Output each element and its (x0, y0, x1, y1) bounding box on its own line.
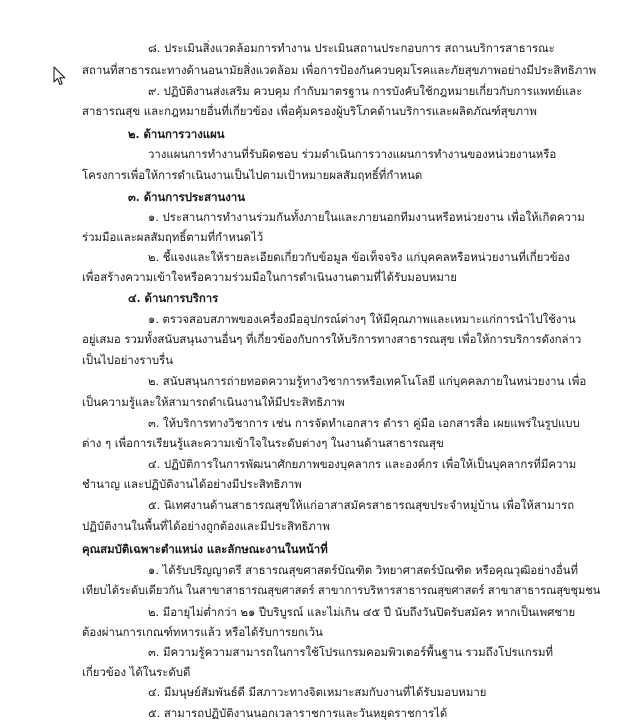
qualification-1-line-1: ๑. ได้รับปริญญาตรี สาธารณสุขศาสตร์บัณฑิต วิทยาศาสตร์บัณฑิต หรือคุณวุฒิอย่างอื่นที่ (148, 562, 579, 577)
item-9-line-2: สาธารณสุข และกฎหมายอื่นที่เกี่ยวข้อง เพื่อคุ้มครองผู้บริโภคด้านบริการและผลิตภัณฑ์สุขภาพ (82, 103, 537, 118)
item-9-line-1: ๙. ปฏิบัติงานส่งเสริม ควบคุม กำกับมาตรฐาน การบังคับใช้กฎหมายเกี่ยวกับการแพทย์และ (148, 84, 583, 99)
qualification-2-line-2: ต้องผ่านการเกณฑ์ทหารแล้ว หรือได้รับการยกเว้น (82, 624, 323, 639)
coordination-item-2-line-1: ๒. ชี้แจงและให้รายละเอียดเกี่ยวกับข้อมูล ข้อเท็จจริง แก่บุคคลหรือหน่วยงานที่เกี่ยวข้อง (148, 249, 570, 264)
qualification-2-line-1: ๒. มีอายุไม่ต่ำกว่า ๒๑ ปีบริบูรณ์ และไม่เกิน ๔๕ ปี นับถึงวันปิดรับสมัคร หากเป็นเพศชาย (148, 604, 576, 619)
qualification-1-line-2: เทียบได้ระดับเดียวกัน ในสาขาสาธารณสุขศาสตร์ สาขาการบริหารสาธารณสุขศาสตร์ สาขาสาธารณสุขชุมชน (82, 583, 601, 598)
service-item-2-line-1: ๒. สนับสนุนการถ่ายทอดความรู้ทางวิชาการหรือเทคโนโลยี แก่บุคคลภายในหน่วยงาน เพื่อ (148, 374, 587, 389)
planning-line-2: โครงการเพื่อให้การดำเนินงานเป็นไปตามเป้าหมายผลสัมฤทธิ์ที่กำหนด (82, 168, 423, 183)
heading-service: ๔. ด้านการบริการ (128, 291, 219, 306)
coordination-item-1-line-1: ๑. ประสานการทำงานร่วมกันทั้งภายในและภายนอกทีมงานหรือหน่วยงาน เพื่อให้เกิดความ (148, 209, 585, 224)
service-item-3-line-2: ต่าง ๆ เพื่อการเรียนรู้และความเข้าใจในระดับต่างๆ ในงานด้านสาธารณสุข (82, 436, 444, 451)
planning-line-1: วางแผนการทำงานที่รับผิดชอบ ร่วมดำเนินการวางแผนการทำงานของหน่วยงานหรือ (148, 146, 557, 161)
service-item-2-line-2: เป็นความรู้และให้สามารถดำเนินงานให้มีประสิทธิภาพ (82, 395, 345, 410)
item-8-line-1: ๘. ประเมินสิ่งแวดล้อมการทำงาน ประเมินสถานประกอบการ สถานบริการสาธารณะ (148, 41, 555, 55)
service-item-4-line-1: ๔. ปฏิบัติการในการพัฒนาศักยภาพของบุคลากร และองค์กร เพื่อให้เป็นบุคลากรที่มีความ (148, 456, 577, 471)
heading-coordination: ๓. ด้านการประสานงาน (128, 189, 246, 204)
qualification-4: ๔. มีมนุษย์สัมพันธ์ดี มีสภาวะทางจิตเหมาะสมกับงานที่ได้รับมอบหมาย (148, 685, 487, 700)
heading-qualifications: คุณสมบัติเฉพาะตำแหน่ง และลักษณะงานในหน้าที่ (82, 542, 328, 557)
coordination-item-1-line-2: ร่วมมือและผลสัมฤทธิ์ตามที่กำหนดไว้ (82, 230, 264, 245)
heading-planning: ๒. ด้านการวางแผน (128, 127, 225, 142)
qualification-5: ๕. สามารถปฏิบัติงานนอกเวลาราชการและวันหยุดราชการได้ (148, 706, 448, 720)
qualification-3-line-1: ๓. มีความรู้ความสามารถในการใช้โปรแกรมคอมพิวเตอร์พื้นฐาน รวมถึงโปรแกรมที่ (148, 645, 553, 660)
service-item-4-line-2: ชำนาญ และปฏิบัติงานได้อย่างมีประสิทธิภาพ (82, 477, 302, 492)
mouse-cursor-icon (53, 66, 67, 86)
service-item-1-line-1: ๑. ตรวจสอบสภาพของเครื่องมืออุปกรณ์ต่างๆ ให้มีคุณภาพและเหมาะแก่การนำไปใช้งาน (148, 311, 576, 326)
qualification-3-line-2: เกี่ยวข้อง ได้ในระดับดี (82, 664, 191, 679)
service-item-1-line-2: อยู่เสมอ รวมทั้งสนับสนุนงานอื่นๆ ที่เกี่ยวข้องกับการให้บริการทางสาธารณสุข เพื่อให้การบริการดังกล่าว (82, 332, 582, 347)
service-item-5-line-2: ปฏิบัติงานในพื้นที่ได้อย่างถูกต้องและมีประสิทธิภาพ (82, 518, 330, 533)
service-item-3-line-1: ๓. ให้บริการทางวิชาการ เช่น การจัดทำเอกสาร ตำรา คู่มือ เอกสารสื่อ เผยแพร่ในรูปแบบ (148, 415, 580, 430)
item-8-line-2: สถานที่สาธารณะทางด้านอนามัยสิ่งแวดล้อม เพื่อการป้องกันควบคุมโรคและภัยสุขภาพอย่างมีประสิทธิภาพ (82, 62, 597, 77)
coordination-item-2-line-2: เพื่อสร้างความเข้าใจหรือความร่วมมือในการดำเนินงานตามที่ได้รับมอบหมาย (82, 270, 457, 285)
service-item-1-line-3: เป็นไปอย่างราบรื่น (82, 352, 173, 367)
service-item-5-line-1: ๕. นิเทศงานด้านสาธารณสุขให้แก่อาสาสมัครสาธารณสุขประจำหมู่บ้าน เพื่อให้สามารถ (148, 498, 575, 513)
